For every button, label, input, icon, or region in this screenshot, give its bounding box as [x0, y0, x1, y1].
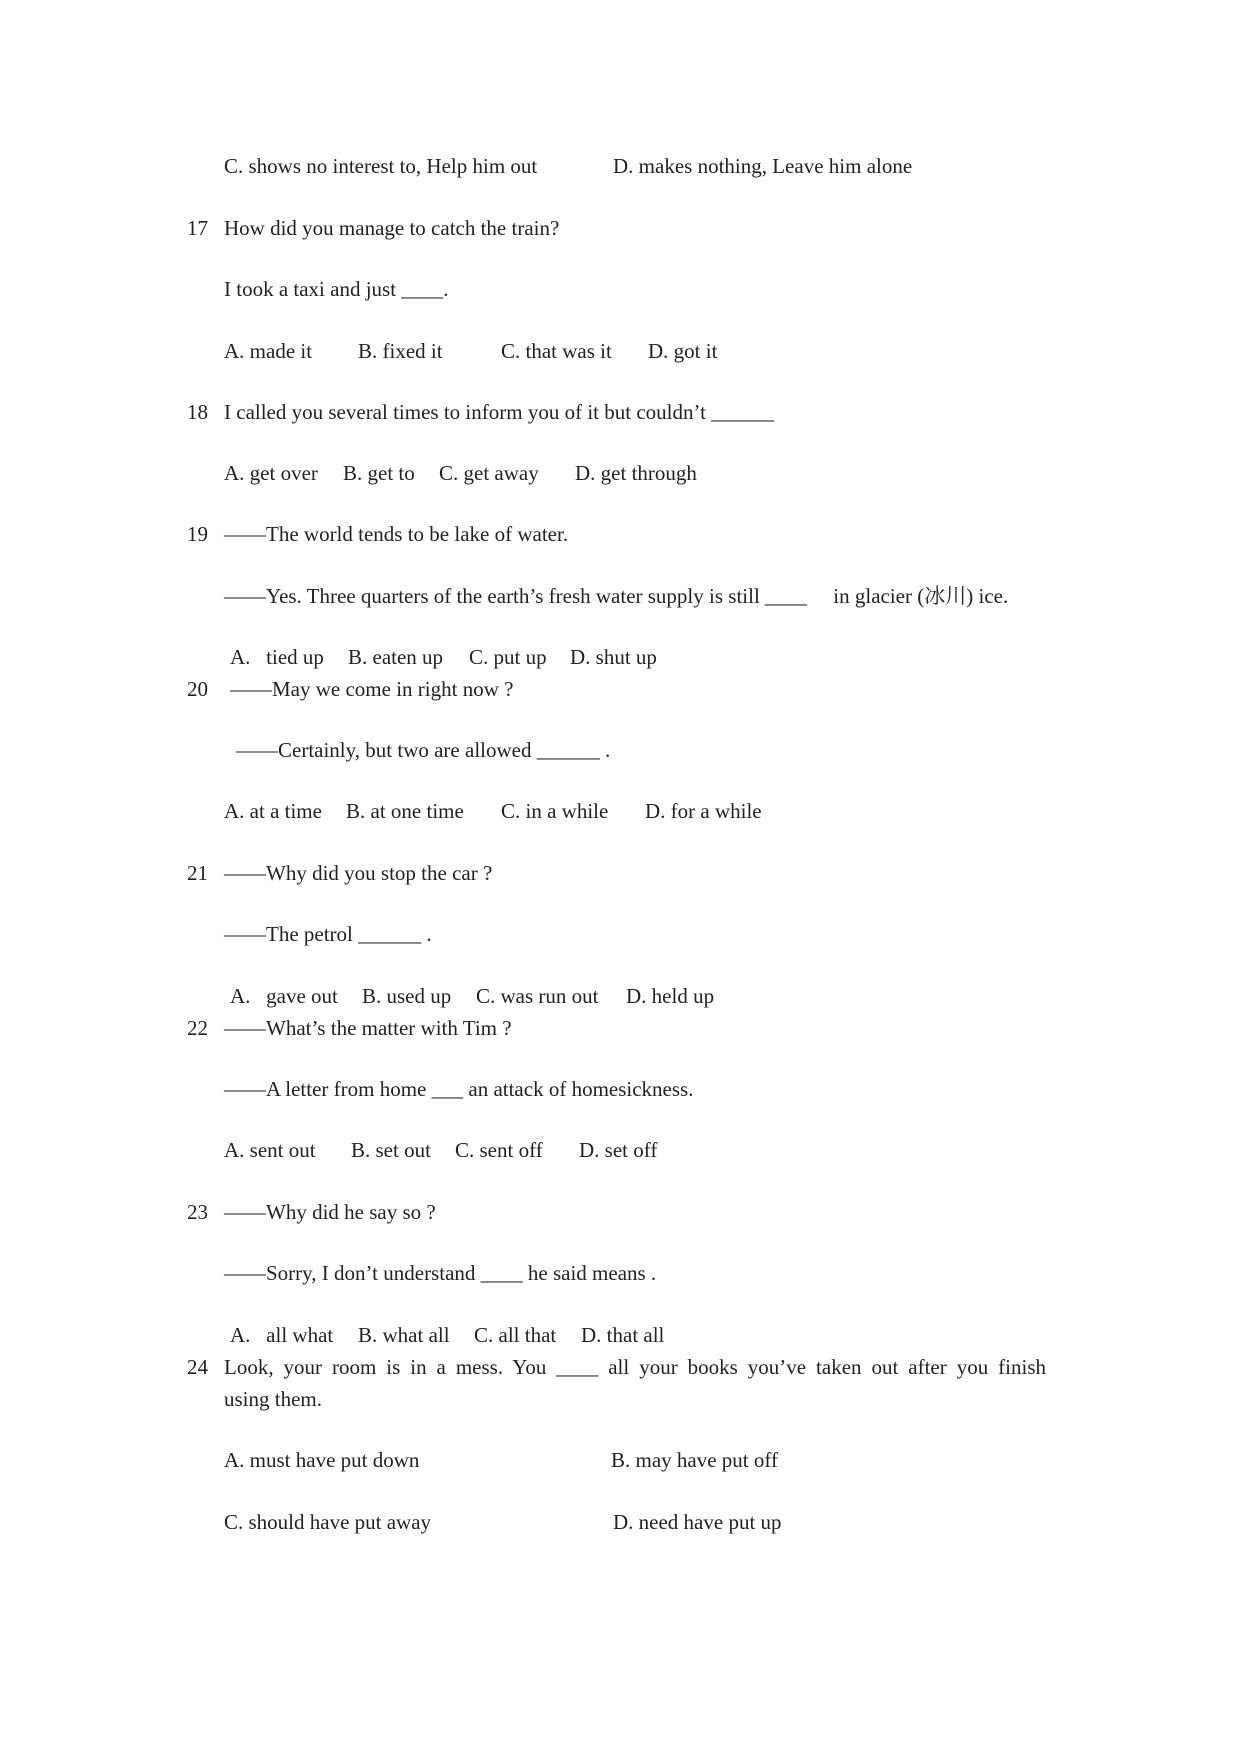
q21-response: ——The petrol ______ . — [224, 922, 432, 946]
q17-number: 17 — [187, 216, 208, 240]
q22-option-a: A. sent out — [224, 1138, 316, 1162]
q20-response: ——Certainly, but two are allowed ______ . — [236, 738, 611, 762]
q17-response: I took a taxi and just ____. — [224, 277, 449, 301]
q18-prompt: I called you several times to inform you of it but couldn’t ______ — [224, 400, 775, 424]
q17-option-b: B. fixed it — [358, 339, 443, 363]
q20-number: 20 — [187, 677, 208, 701]
q17-option-c: C. that was it — [501, 339, 612, 363]
q18-option-b: B. get to — [343, 461, 415, 485]
q16-option-c: C. shows no interest to, Help him out — [224, 154, 538, 178]
q24-option-c: C. should have put away — [224, 1510, 432, 1534]
q23-number: 23 — [187, 1200, 208, 1224]
q23-option-d: D. that all — [581, 1323, 665, 1347]
q23-option-a: A. all what — [230, 1323, 334, 1347]
q20-option-c: C. in a while — [501, 799, 609, 823]
q19-number: 19 — [187, 522, 208, 546]
q21-option-a: A. gave out — [230, 984, 338, 1008]
q21-prompt: ——Why did you stop the car ? — [224, 861, 493, 885]
q23-prompt: ——Why did he say so ? — [224, 1200, 436, 1224]
q19-option-c: C. put up — [469, 645, 547, 669]
q19-option-d: D. shut up — [570, 645, 657, 669]
q19-response: ——Yes. Three quarters of the earth’s fresh water supply is still ____ in glacier (冰川) ice. — [224, 584, 1009, 608]
q22-option-c: C. sent off — [455, 1138, 543, 1162]
q24-number: 24 — [187, 1355, 208, 1379]
q16-option-d: D. makes nothing, Leave him alone — [613, 154, 913, 178]
q21-option-c: C. was run out — [476, 984, 599, 1008]
q22-option-b: B. set out — [351, 1138, 431, 1162]
q20-option-d: D. for a while — [645, 799, 762, 823]
q22-prompt: ——What’s the matter with Tim ? — [224, 1016, 512, 1040]
q19-option-a: A. tied up — [230, 645, 324, 669]
q22-response: ——A letter from home ___ an attack of homesickness. — [224, 1077, 694, 1101]
q20-option-b: B. at one time — [346, 799, 464, 823]
q18-option-a: A. get over — [224, 461, 318, 485]
q17-prompt: How did you manage to catch the train? — [224, 216, 560, 240]
q24-option-b: B. may have put off — [611, 1448, 778, 1472]
q20-prompt: ——May we come in right now ? — [230, 677, 514, 701]
q21-number: 21 — [187, 861, 208, 885]
q17-option-d: D. got it — [648, 339, 718, 363]
q23-option-b: B. what all — [358, 1323, 450, 1347]
q24-prompt-line1: Look, your room is in a mess. You ____ all your books you’ve taken out after you finish — [224, 1355, 1046, 1379]
q19-option-b: B. eaten up — [348, 645, 444, 669]
q24-prompt-line2: using them. — [224, 1387, 322, 1411]
q23-option-c: C. all that — [474, 1323, 557, 1347]
q18-option-d: D. get through — [575, 461, 697, 485]
q21-option-b: B. used up — [362, 984, 452, 1008]
q22-number: 22 — [187, 1016, 208, 1040]
q18-option-c: C. get away — [439, 461, 539, 485]
q23-response: ——Sorry, I don’t understand ____ he said means . — [224, 1261, 657, 1285]
q24-option-d: D. need have put up — [613, 1510, 782, 1534]
q19-prompt: ——The world tends to be lake of water. — [224, 522, 569, 546]
q17-option-a: A. made it — [224, 339, 313, 363]
q22-option-d: D. set off — [579, 1138, 658, 1162]
q18-number: 18 — [187, 400, 208, 424]
q20-option-a: A. at a time — [224, 799, 322, 823]
q24-option-a: A. must have put down — [224, 1448, 420, 1472]
q21-option-d: D. held up — [626, 984, 715, 1008]
